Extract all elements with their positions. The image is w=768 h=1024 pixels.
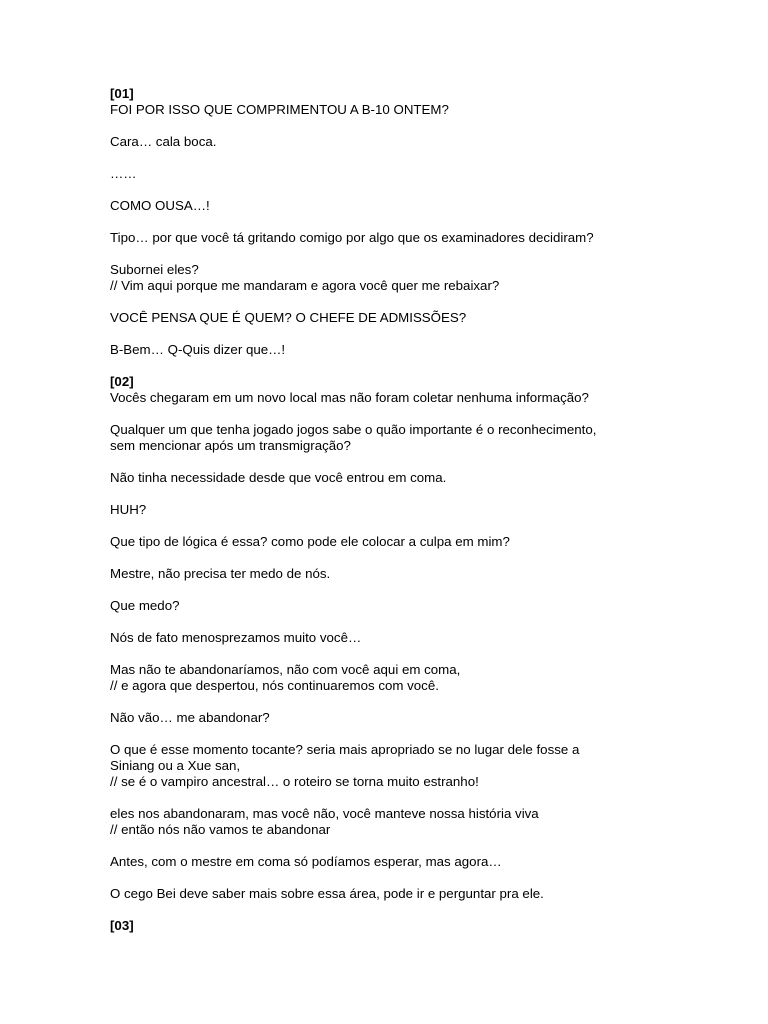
dialogue-paragraph <box>110 310 750 326</box>
text-line: sem mencionar após um transmigração? <box>110 438 351 453</box>
text-line: Siniang ou a Xue san, <box>110 758 241 773</box>
section-heading: [01] <box>110 86 134 101</box>
dialogue-paragraph <box>110 166 750 182</box>
dialogue-paragraph <box>110 134 750 150</box>
dialogue-paragraph <box>110 854 750 870</box>
dialogue-paragraph <box>110 662 750 694</box>
text-line: …… <box>110 166 137 181</box>
text-line: Mas não te abandonaríamos, não com você aqui em coma, <box>110 662 461 677</box>
dialogue-paragraph <box>110 630 750 646</box>
text-line: Cara… cala boca. <box>110 134 217 149</box>
dialogue-paragraph <box>110 342 750 358</box>
section <box>110 86 750 358</box>
text-line: Não tinha necessidade desde que você entrou em coma. <box>110 470 447 485</box>
text-line: B-Bem… Q-Quis dizer que…! <box>110 342 286 357</box>
dialogue-paragraph <box>110 534 750 550</box>
text-line: FOI POR ISSO QUE COMPRIMENTOU A B-10 ONTEM? <box>110 102 449 117</box>
dialogue-paragraph <box>110 502 750 518</box>
text-line: Vocês chegaram em um novo local mas não foram coletar nenhuma informação? <box>110 390 589 405</box>
text-line: Não vão… me abandonar? <box>110 710 270 725</box>
section-heading: [02] <box>110 374 134 389</box>
dialogue-paragraph <box>110 262 750 294</box>
text-line: // então nós não vamos te abandonar <box>110 822 331 837</box>
dialogue-paragraph <box>110 806 750 838</box>
text-line: // Vim aqui porque me mandaram e agora você quer me rebaixar? <box>110 278 500 293</box>
dialogue-paragraph <box>110 566 750 582</box>
section-heading: [03] <box>110 918 134 933</box>
dialogue-paragraph <box>110 470 750 486</box>
document-page <box>110 86 750 934</box>
text-line: Qualquer um que tenha jogado jogos sabe o quão importante é o reconhecimento, <box>110 422 597 437</box>
text-line: HUH? <box>110 502 147 517</box>
dialogue-paragraph <box>110 198 750 214</box>
text-line: Que medo? <box>110 598 180 613</box>
text-line: eles nos abandonaram, mas você não, você manteve nossa história viva <box>110 806 539 821</box>
text-line: Tipo… por que você tá gritando comigo por algo que os examinadores decidiram? <box>110 230 594 245</box>
text-line: O cego Bei deve saber mais sobre essa área, pode ir e perguntar pra ele. <box>110 886 544 901</box>
text-line: Mestre, não precisa ter medo de nós. <box>110 566 331 581</box>
dialogue-paragraph <box>110 886 750 902</box>
section <box>110 918 750 934</box>
text-line: // se é o vampiro ancestral… o roteiro se torna muito estranho! <box>110 774 479 789</box>
dialogue-paragraph <box>110 422 750 454</box>
dialogue-paragraph <box>110 598 750 614</box>
dialogue-paragraph <box>110 102 750 118</box>
text-line: Antes, com o mestre em coma só podíamos esperar, mas agora… <box>110 854 502 869</box>
text-line: // e agora que despertou, nós continuaremos com você. <box>110 678 439 693</box>
dialogue-paragraph <box>110 390 750 406</box>
dialogue-paragraph <box>110 742 750 790</box>
dialogue-paragraph <box>110 230 750 246</box>
text-line: O que é esse momento tocante? seria mais apropriado se no lugar dele fosse a <box>110 742 580 757</box>
text-line: Subornei eles? <box>110 262 199 277</box>
dialogue-paragraph <box>110 710 750 726</box>
text-line: VOCÊ PENSA QUE É QUEM? O CHEFE DE ADMISSÕES? <box>110 310 467 325</box>
text-line: Nós de fato menosprezamos muito você… <box>110 630 362 645</box>
text-line: Que tipo de lógica é essa? como pode ele colocar a culpa em mim? <box>110 534 510 549</box>
text-line: COMO OUSA…! <box>110 198 210 213</box>
section <box>110 374 750 902</box>
